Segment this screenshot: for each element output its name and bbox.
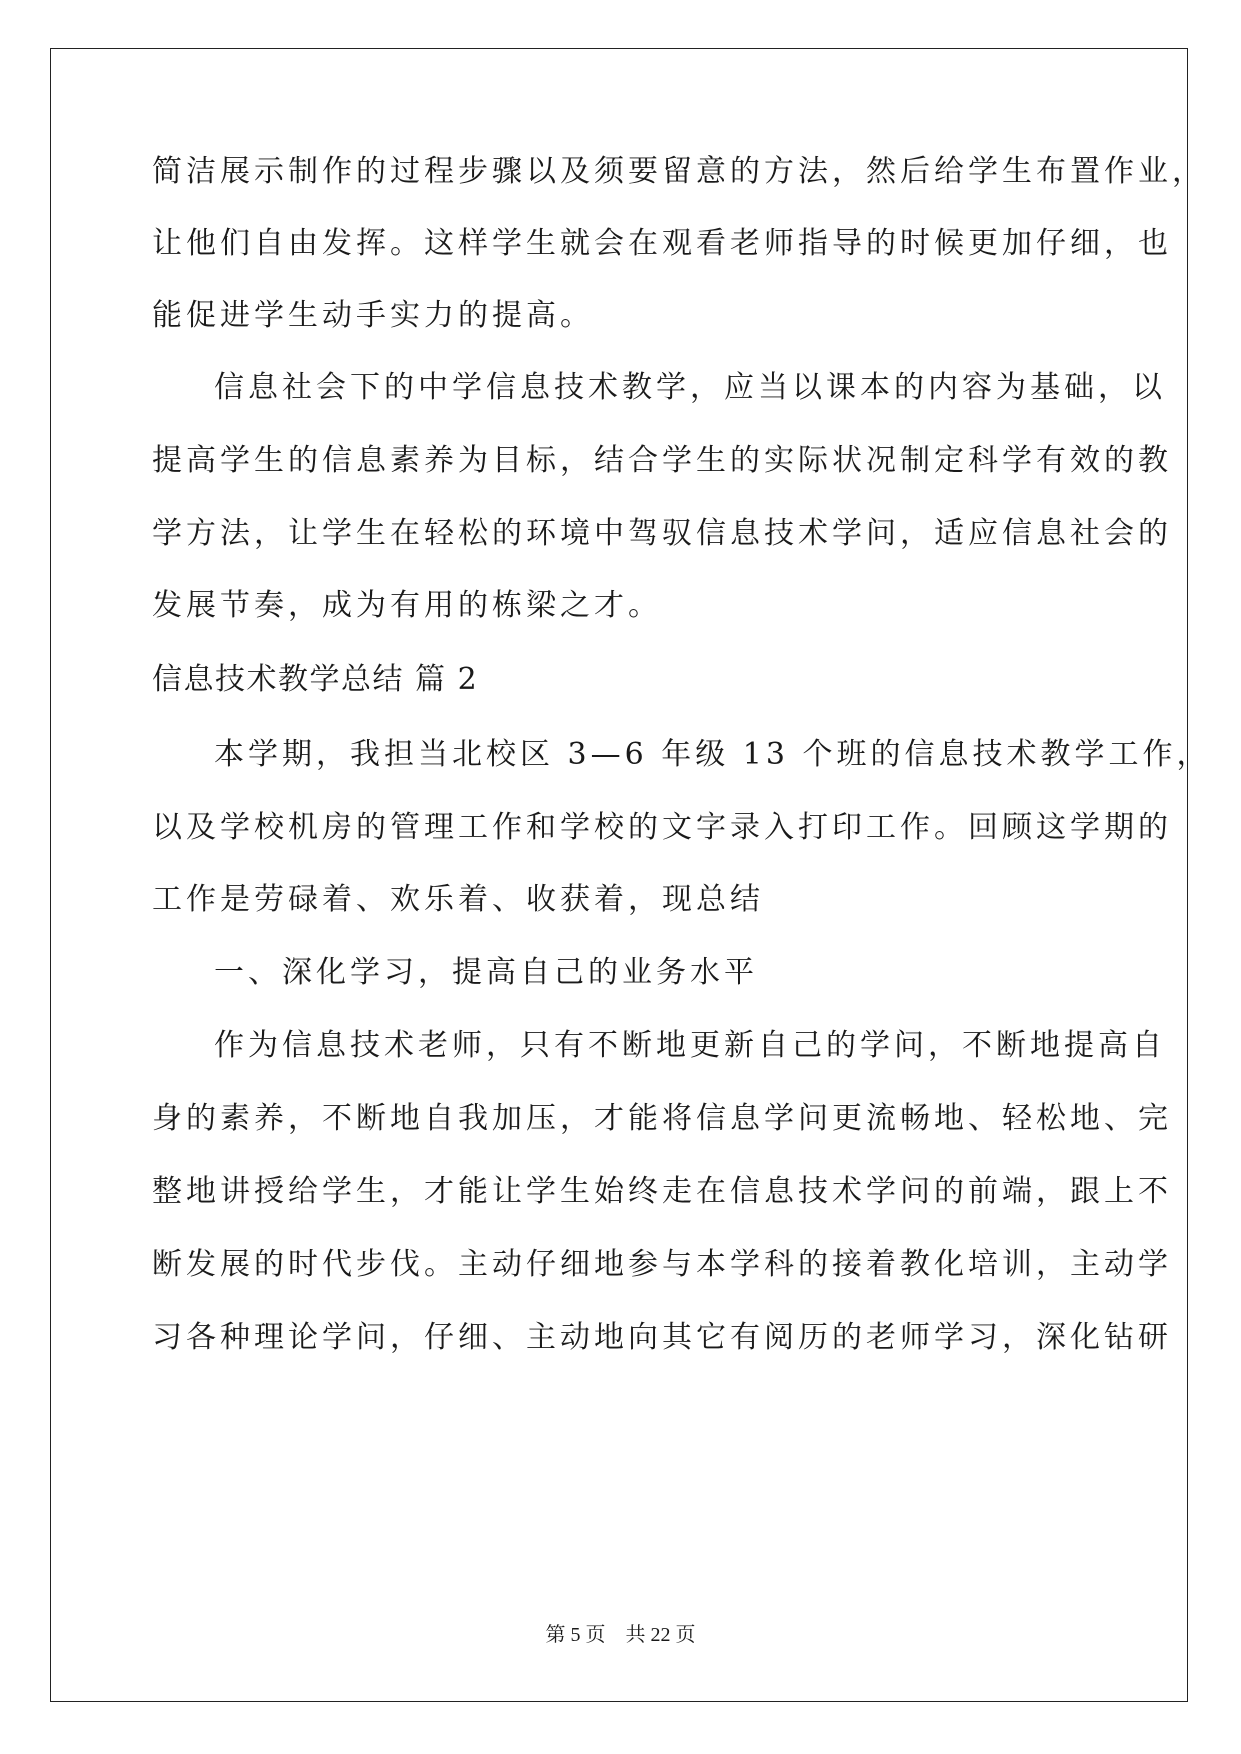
paragraph-first-line: 信息社会下的中学信息技术教学，应当以课本的内容为基础，以 <box>214 370 1166 405</box>
text-line: 断发展的时代步伐。主动仔细地参与本学科的接着教化培训，主动学 <box>152 1247 1172 1282</box>
text-line: 学方法，让学生在轻松的环境中驾驭信息技术学问，适应信息社会的 <box>152 516 1172 551</box>
text-line: 习各种理论学问，仔细、主动地向其它有阅历的老师学习，深化钻研 <box>152 1320 1172 1355</box>
text-line: 让他们自由发挥。这样学生就会在观看老师指导的时候更加仔细，也 <box>152 226 1172 261</box>
paragraph-first-line: 本学期，我担当北校区 3—6 年级 13 个班的信息技术教学工作， <box>214 737 1211 772</box>
text-line: 能促进学生动手实力的提高。 <box>152 298 594 333</box>
text-line: 简洁展示制作的过程步骤以及须要留意的方法，然后给学生布置作业， <box>152 154 1206 189</box>
page-number-footer: 第 5 页 共 22 页 <box>545 1624 696 1646</box>
text-line: 以及学校机房的管理工作和学校的文字录入打印工作。回顾这学期的 <box>152 810 1172 845</box>
paragraph-first-line: 作为信息技术老师，只有不断地更新自己的学问，不断地提高自 <box>214 1028 1166 1063</box>
text-line: 发展节奏，成为有用的栋梁之才。 <box>152 588 662 623</box>
text-line: 提高学生的信息素养为目标，结合学生的实际状况制定科学有效的教 <box>152 443 1172 478</box>
text-line: 工作是劳碌着、欢乐着、收获着，现总结 <box>152 882 764 917</box>
section-heading: 信息技术教学总结 篇 2 <box>152 662 479 697</box>
text-line: 身的素养，不断地自我加压，才能将信息学问更流畅地、轻松地、完 <box>152 1101 1172 1136</box>
subsection-heading: 一、深化学习，提高自己的业务水平 <box>214 955 758 990</box>
text-line: 整地讲授给学生，才能让学生始终走在信息技术学问的前端，跟上不 <box>152 1174 1172 1209</box>
